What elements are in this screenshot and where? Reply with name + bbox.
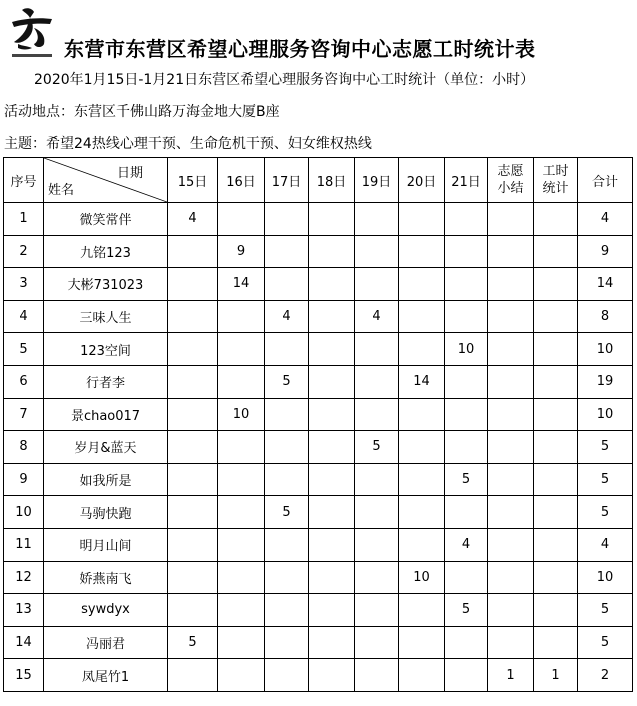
- cell-day-hours: [168, 496, 218, 529]
- table-row: [4, 431, 633, 464]
- hours-table: [3, 157, 633, 692]
- cell-day-hours: [265, 268, 309, 301]
- cell-total: 5: [578, 496, 633, 529]
- cell-day-hours: 10: [399, 561, 445, 594]
- cell-day-hours: [399, 659, 445, 692]
- cell-day-hours: [265, 594, 309, 627]
- header-volunteer-summary-line: 小结: [497, 181, 524, 196]
- cell-total: 8: [578, 300, 633, 333]
- cell-day-hours: [355, 528, 399, 561]
- cell-day-hours: [309, 333, 355, 366]
- cell-hours-stat: [534, 528, 578, 561]
- cell-day-hours: [399, 528, 445, 561]
- cell-day-hours: [168, 398, 218, 431]
- cell-index: 6: [4, 365, 44, 398]
- cell-hours-stat: [534, 268, 578, 301]
- header-volunteer-summary-line: 志愿: [497, 164, 524, 179]
- cell-name: 冯丽君: [44, 626, 168, 659]
- cell-day-hours: [168, 365, 218, 398]
- cell-day-hours: 5: [265, 365, 309, 398]
- cell-day-hours: [265, 626, 309, 659]
- cell-hours-stat: [534, 333, 578, 366]
- header-day: 20日: [399, 158, 445, 203]
- cell-volunteer-summary: [488, 594, 534, 627]
- table-row: [4, 398, 633, 431]
- header-name: 姓名: [48, 183, 75, 198]
- table-row: [4, 300, 633, 333]
- cell-volunteer-summary: [488, 463, 534, 496]
- cell-name: 行者李: [44, 365, 168, 398]
- cell-day-hours: [355, 365, 399, 398]
- cell-index: 14: [4, 626, 44, 659]
- cell-day-hours: [399, 496, 445, 529]
- header-day: 16日: [218, 158, 265, 203]
- header-hours-stat-line: 工时: [542, 164, 569, 179]
- cell-day-hours: [399, 626, 445, 659]
- cell-day-hours: 10: [445, 333, 488, 366]
- cell-day-hours: [265, 398, 309, 431]
- cell-day-hours: [218, 333, 265, 366]
- cell-total: 10: [578, 398, 633, 431]
- cell-day-hours: [355, 203, 399, 236]
- cell-day-hours: [168, 659, 218, 692]
- cell-total: 14: [578, 268, 633, 301]
- cell-volunteer-summary: [488, 626, 534, 659]
- cell-day-hours: [355, 333, 399, 366]
- cell-volunteer-summary: [488, 365, 534, 398]
- cell-volunteer-summary: 1: [488, 659, 534, 692]
- table-row: [4, 463, 633, 496]
- activity-location: 活动地点：东营区千佛山路万海金地大厦B座: [4, 104, 280, 120]
- cell-day-hours: [445, 659, 488, 692]
- cell-day-hours: [218, 659, 265, 692]
- header-day: 15日: [168, 158, 218, 203]
- cell-index: 5: [4, 333, 44, 366]
- cell-day-hours: [309, 431, 355, 464]
- cell-name: 娇燕南飞: [44, 561, 168, 594]
- cell-day-hours: [445, 626, 488, 659]
- cell-day-hours: [218, 365, 265, 398]
- cell-name: 九铭123: [44, 235, 168, 268]
- page-title: 东营市东营区希望心理服务咨询中心志愿工时统计表: [64, 37, 536, 61]
- cell-day-hours: [355, 626, 399, 659]
- cell-day-hours: [309, 561, 355, 594]
- table-row: [4, 594, 633, 627]
- header-day: 19日: [355, 158, 399, 203]
- cell-day-hours: [355, 463, 399, 496]
- cell-day-hours: [168, 561, 218, 594]
- cell-day-hours: [218, 431, 265, 464]
- cell-hours-stat: [534, 203, 578, 236]
- cell-total: 5: [578, 594, 633, 627]
- cell-index: 2: [4, 235, 44, 268]
- cell-day-hours: 5: [265, 496, 309, 529]
- cell-day-hours: [445, 203, 488, 236]
- cell-day-hours: [399, 300, 445, 333]
- cell-day-hours: [399, 463, 445, 496]
- cell-volunteer-summary: [488, 431, 534, 464]
- cell-day-hours: [445, 300, 488, 333]
- cell-day-hours: 5: [355, 431, 399, 464]
- cell-day-hours: 5: [445, 594, 488, 627]
- logo-icon: [8, 4, 56, 60]
- cell-total: 5: [578, 463, 633, 496]
- cell-day-hours: 5: [445, 463, 488, 496]
- cell-day-hours: [218, 496, 265, 529]
- cell-day-hours: [309, 496, 355, 529]
- cell-day-hours: [445, 496, 488, 529]
- cell-total: 19: [578, 365, 633, 398]
- table-row: [4, 333, 633, 366]
- cell-hours-stat: [534, 235, 578, 268]
- activity-topic: 主题：希望24热线心理干预、生命危机干预、妇女维权热线: [4, 136, 372, 152]
- cell-day-hours: [265, 528, 309, 561]
- cell-day-hours: [309, 626, 355, 659]
- cell-day-hours: [218, 528, 265, 561]
- table-row: [4, 659, 633, 692]
- cell-day-hours: [218, 561, 265, 594]
- cell-day-hours: [355, 496, 399, 529]
- cell-day-hours: [265, 659, 309, 692]
- cell-index: 7: [4, 398, 44, 431]
- cell-index: 11: [4, 528, 44, 561]
- cell-day-hours: [309, 300, 355, 333]
- cell-volunteer-summary: [488, 300, 534, 333]
- table-row: [4, 203, 633, 236]
- cell-day-hours: [218, 626, 265, 659]
- header-day: 17日: [265, 158, 309, 203]
- cell-day-hours: [309, 594, 355, 627]
- cell-hours-stat: [534, 496, 578, 529]
- cell-day-hours: [355, 561, 399, 594]
- header-date-name: [44, 158, 168, 203]
- header-index: 序号: [4, 158, 44, 203]
- cell-day-hours: 4: [355, 300, 399, 333]
- cell-day-hours: [168, 463, 218, 496]
- cell-total: 4: [578, 203, 633, 236]
- cell-index: 15: [4, 659, 44, 692]
- cell-day-hours: 4: [265, 300, 309, 333]
- cell-day-hours: [445, 398, 488, 431]
- cell-hours-stat: [534, 594, 578, 627]
- cell-day-hours: [168, 300, 218, 333]
- table-row: [4, 235, 633, 268]
- cell-name: sywdyx: [44, 594, 168, 627]
- cell-index: 8: [4, 431, 44, 464]
- cell-day-hours: [445, 235, 488, 268]
- cell-total: 5: [578, 431, 633, 464]
- cell-name: 凤尾竹1: [44, 659, 168, 692]
- cell-name: 马驹快跑: [44, 496, 168, 529]
- cell-name: 微笑常伴: [44, 203, 168, 236]
- cell-hours-stat: [534, 300, 578, 333]
- cell-day-hours: [265, 431, 309, 464]
- cell-hours-stat: [534, 365, 578, 398]
- cell-day-hours: [218, 463, 265, 496]
- cell-day-hours: [309, 268, 355, 301]
- cell-hours-stat: [534, 431, 578, 464]
- cell-day-hours: [399, 398, 445, 431]
- cell-total: 5: [578, 626, 633, 659]
- cell-total: 9: [578, 235, 633, 268]
- cell-day-hours: [399, 431, 445, 464]
- cell-day-hours: [265, 561, 309, 594]
- cell-day-hours: [355, 235, 399, 268]
- cell-volunteer-summary: [488, 561, 534, 594]
- cell-day-hours: 4: [168, 203, 218, 236]
- cell-total: 10: [578, 333, 633, 366]
- cell-day-hours: [168, 594, 218, 627]
- cell-index: 9: [4, 463, 44, 496]
- cell-day-hours: [399, 235, 445, 268]
- cell-name: 123空间: [44, 333, 168, 366]
- cell-index: 12: [4, 561, 44, 594]
- cell-volunteer-summary: [488, 203, 534, 236]
- cell-day-hours: [309, 203, 355, 236]
- cell-day-hours: [355, 594, 399, 627]
- cell-name: 景chao017: [44, 398, 168, 431]
- cell-day-hours: [445, 268, 488, 301]
- cell-day-hours: [309, 463, 355, 496]
- cell-day-hours: 9: [218, 235, 265, 268]
- cell-total: 10: [578, 561, 633, 594]
- cell-index: 13: [4, 594, 44, 627]
- cell-day-hours: [309, 235, 355, 268]
- cell-hours-stat: [534, 398, 578, 431]
- cell-name: 大彬731023: [44, 268, 168, 301]
- cell-hours-stat: 1: [534, 659, 578, 692]
- table-row: [4, 365, 633, 398]
- cell-volunteer-summary: [488, 398, 534, 431]
- table-row: [4, 496, 633, 529]
- cell-name: 三味人生: [44, 300, 168, 333]
- header-hours-stat: [534, 158, 578, 203]
- cell-day-hours: [218, 300, 265, 333]
- cell-day-hours: 4: [445, 528, 488, 561]
- cell-volunteer-summary: [488, 528, 534, 561]
- cell-index: 10: [4, 496, 44, 529]
- cell-day-hours: [399, 594, 445, 627]
- cell-day-hours: [399, 268, 445, 301]
- cell-index: 4: [4, 300, 44, 333]
- cell-day-hours: [309, 528, 355, 561]
- cell-name: 岁月&蓝天: [44, 431, 168, 464]
- cell-volunteer-summary: [488, 268, 534, 301]
- header-day: 21日: [445, 158, 488, 203]
- cell-day-hours: [445, 365, 488, 398]
- header-date: 日期: [116, 166, 143, 181]
- cell-day-hours: [168, 528, 218, 561]
- cell-name: 如我所是: [44, 463, 168, 496]
- cell-day-hours: [265, 203, 309, 236]
- table-header-row: [4, 158, 633, 203]
- cell-day-hours: [445, 561, 488, 594]
- table-row: [4, 626, 633, 659]
- cell-index: 3: [4, 268, 44, 301]
- cell-day-hours: [265, 463, 309, 496]
- cell-day-hours: [399, 203, 445, 236]
- page-subtitle: 2020年1月15日-1月21日东营区希望心理服务咨询中心工时统计（单位：小时）: [34, 72, 535, 88]
- cell-day-hours: [355, 268, 399, 301]
- cell-volunteer-summary: [488, 235, 534, 268]
- cell-day-hours: [265, 235, 309, 268]
- cell-hours-stat: [534, 463, 578, 496]
- cell-name: 明月山间: [44, 528, 168, 561]
- cell-total: 4: [578, 528, 633, 561]
- cell-day-hours: [309, 659, 355, 692]
- header-volunteer-summary: [488, 158, 534, 203]
- cell-day-hours: [168, 268, 218, 301]
- cell-index: 1: [4, 203, 44, 236]
- table-row: [4, 268, 633, 301]
- header-total: 合计: [578, 158, 633, 203]
- cell-day-hours: [218, 594, 265, 627]
- table-row: [4, 561, 633, 594]
- cell-day-hours: [355, 398, 399, 431]
- cell-day-hours: [168, 333, 218, 366]
- cell-day-hours: [168, 235, 218, 268]
- table-row: [4, 528, 633, 561]
- header-hours-stat-line: 统计: [542, 181, 569, 196]
- cell-hours-stat: [534, 626, 578, 659]
- cell-day-hours: 14: [218, 268, 265, 301]
- cell-day-hours: [445, 431, 488, 464]
- cell-day-hours: 14: [399, 365, 445, 398]
- cell-day-hours: [399, 333, 445, 366]
- cell-volunteer-summary: [488, 333, 534, 366]
- cell-day-hours: [355, 659, 399, 692]
- cell-volunteer-summary: [488, 496, 534, 529]
- cell-day-hours: 10: [218, 398, 265, 431]
- cell-day-hours: [309, 365, 355, 398]
- header-day: 18日: [309, 158, 355, 203]
- cell-day-hours: [265, 333, 309, 366]
- cell-day-hours: 5: [168, 626, 218, 659]
- cell-day-hours: [309, 398, 355, 431]
- cell-day-hours: [168, 431, 218, 464]
- cell-hours-stat: [534, 561, 578, 594]
- cell-day-hours: [218, 203, 265, 236]
- cell-total: 2: [578, 659, 633, 692]
